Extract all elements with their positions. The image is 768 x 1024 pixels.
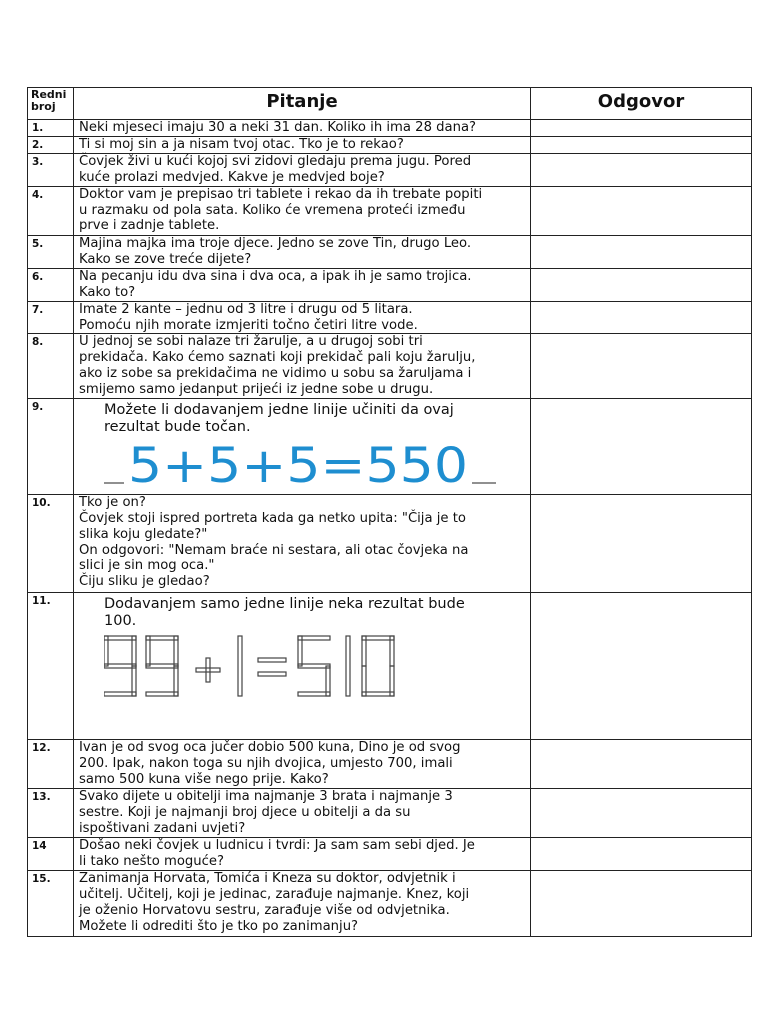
answer-cell[interactable] bbox=[531, 236, 752, 269]
question-line: rezultat bude točan. bbox=[104, 419, 251, 436]
matchstick-segment bbox=[298, 664, 330, 668]
question-line: Doktor vam je prepisao tri tablete i rekao da ih trebate popiti bbox=[79, 187, 483, 202]
answer-cell[interactable] bbox=[531, 593, 752, 740]
question-text bbox=[74, 154, 531, 187]
question-line: ako iz sobe sa prekidačima ne vidimo u sobu sa žaruljama i bbox=[79, 365, 472, 381]
matchstick-segment bbox=[104, 692, 136, 696]
question-line: Došao neki čovjek u ludnicu i tvrdi: Ja sam sam sebi djed. Je bbox=[79, 838, 475, 854]
matchstick-segment bbox=[196, 668, 220, 672]
question-text bbox=[74, 838, 531, 871]
row-number: 1. bbox=[28, 120, 74, 137]
header-answer: Odgovor bbox=[531, 88, 752, 120]
question-line: Kako to? bbox=[79, 284, 136, 300]
table-row bbox=[28, 154, 752, 187]
question-line: Imate 2 kante – jednu od 3 litre i drugu od 5 litara. bbox=[79, 302, 413, 317]
question-line: sestre. Koji je najmanji broj djece u obitelji a da su bbox=[79, 805, 411, 821]
question-line: Čovjek stoji ispred portreta kada ga netko upita: "Čija je to bbox=[79, 511, 466, 527]
matchstick-segment bbox=[298, 692, 330, 696]
matchstick-segment bbox=[206, 658, 210, 682]
answer-cell[interactable] bbox=[531, 399, 752, 495]
question-line: Čiju sliku je gledao? bbox=[79, 573, 210, 589]
answer-cell[interactable] bbox=[531, 154, 752, 187]
matchstick-segment bbox=[146, 664, 178, 668]
matchstick-segment bbox=[104, 664, 136, 668]
question-line: Majina majka ima troje djece. Jedno se zove Tin, drugo Leo. bbox=[79, 236, 472, 251]
matchstick-segment bbox=[346, 636, 350, 696]
row-number: 8. bbox=[28, 334, 74, 399]
row-number: 4. bbox=[28, 187, 74, 236]
row-number: 5. bbox=[28, 236, 74, 269]
table-row bbox=[28, 302, 752, 334]
matchstick-segment bbox=[104, 636, 136, 640]
question-line: Ti si moj sin a ja nisam tvoj otac. Tko je to rekao? bbox=[79, 137, 404, 152]
table-row bbox=[28, 871, 752, 937]
question-line: je oženio Horvatovu sestru, zarađuje više od odvjetnika. bbox=[79, 902, 450, 918]
question-line: prekidača. Kako ćemo saznati koji prekidač pali koju žarulju, bbox=[79, 350, 476, 366]
answer-cell[interactable] bbox=[531, 302, 752, 334]
header-number bbox=[28, 88, 74, 120]
question-line: 200. Ipak, nakon toga su njih dvojica, umjesto 700, imali bbox=[79, 756, 453, 772]
matchstick-segment bbox=[258, 672, 286, 676]
table-row bbox=[28, 236, 752, 269]
question-line: Neki mjeseci imaju 30 a neki 31 dan. Koliko ih ima 28 dana? bbox=[79, 120, 477, 135]
row-number: 3. bbox=[28, 154, 74, 187]
answer-cell[interactable] bbox=[531, 838, 752, 871]
table-row bbox=[28, 137, 752, 154]
question-line: On odgovori: "Nemam braće ni sestara, ali otac čovjeka na bbox=[79, 542, 469, 558]
question-text bbox=[74, 334, 531, 399]
question-line: Svako dijete u obitelji ima najmanje 3 brata i najmanje 3 bbox=[79, 789, 453, 805]
answer-cell[interactable] bbox=[531, 334, 752, 399]
answer-cell[interactable] bbox=[531, 269, 752, 302]
question-text bbox=[74, 137, 531, 154]
answer-cell[interactable] bbox=[531, 789, 752, 838]
row-number: 12. bbox=[28, 740, 74, 789]
question-line: Možete li dodavanjem jedne linije učiniti da ovaj bbox=[104, 402, 454, 419]
question-text bbox=[74, 399, 531, 495]
answer-cell[interactable] bbox=[531, 187, 752, 236]
question-text bbox=[74, 593, 531, 740]
question-line: Kako se zove treće dijete? bbox=[79, 251, 252, 267]
row-number: 11. bbox=[28, 593, 74, 740]
answer-cell[interactable] bbox=[531, 495, 752, 593]
question-line: Možete li odrediti što je tko po zanimanju? bbox=[79, 918, 359, 934]
row-number: 15. bbox=[28, 871, 74, 937]
question-text bbox=[74, 269, 531, 302]
question-line: smijemo samo jedanput prijeći iz jedne sobe u drugu. bbox=[79, 381, 434, 397]
question-line: u razmaku od pola sata. Koliko će vremena proteći između bbox=[79, 202, 466, 218]
table-row bbox=[28, 187, 752, 236]
question-line: Zanimanja Horvata, Tomića i Kneza su doktor, odvjetnik i bbox=[79, 871, 456, 887]
question-line: samo 500 kuna više nego prije. Kako? bbox=[79, 771, 329, 787]
answer-cell[interactable] bbox=[531, 740, 752, 789]
question-text bbox=[74, 187, 531, 236]
question-line: Pomoću njih morate izmjeriti točno četiri litre vode. bbox=[79, 317, 418, 333]
question-line: slici je sin mog oca." bbox=[79, 558, 215, 574]
header-question: Pitanje bbox=[74, 88, 531, 120]
question-line: prve i zadnje tablete. bbox=[79, 218, 220, 234]
answer-cell[interactable] bbox=[531, 137, 752, 154]
question-line: 100. bbox=[104, 613, 137, 630]
question-line: Čovjek živi u kući kojoj svi zidovi gledaju prema jugu. Pored bbox=[79, 154, 472, 169]
row-number: 10. bbox=[28, 495, 74, 593]
question-text bbox=[74, 740, 531, 789]
question-text bbox=[74, 302, 531, 334]
matchstick-equation bbox=[104, 630, 500, 708]
header-row bbox=[28, 88, 752, 120]
row-number: 14 bbox=[28, 838, 74, 871]
question-text bbox=[74, 236, 531, 269]
table-row bbox=[28, 789, 752, 838]
header-number-line1: Redni bbox=[31, 88, 67, 101]
matchstick-segment bbox=[362, 636, 394, 640]
answer-cell[interactable] bbox=[531, 120, 752, 137]
question-text bbox=[74, 120, 531, 137]
question-line: U jednoj se sobi nalaze tri žarulje, a u drugoj sobi tri bbox=[79, 334, 423, 350]
question-text bbox=[74, 789, 531, 838]
question-text bbox=[74, 495, 531, 593]
question-line: Dodavanjem samo jedne linije neka rezultat bude bbox=[104, 596, 465, 613]
question-line: učitelj. Učitelj, koji je jedinac, zarađuje najmanje. Knez, koji bbox=[79, 887, 470, 903]
quiz-table bbox=[27, 87, 752, 937]
table-row bbox=[28, 593, 752, 740]
table-row bbox=[28, 838, 752, 871]
table-row bbox=[28, 495, 752, 593]
answer-cell[interactable] bbox=[531, 871, 752, 937]
table-row bbox=[28, 334, 752, 399]
row-number: 13. bbox=[28, 789, 74, 838]
blue-equation bbox=[104, 436, 500, 494]
question-line: kuće prolazi medvjed. Kakve je medvjed boje? bbox=[79, 169, 385, 185]
question-line: slika koju gledate?" bbox=[79, 526, 208, 542]
matchstick-digits bbox=[104, 636, 394, 696]
row-number: 9. bbox=[28, 399, 74, 495]
matchstick-segment bbox=[258, 658, 286, 662]
table-row bbox=[28, 120, 752, 137]
row-number: 6. bbox=[28, 269, 74, 302]
row-number: 7. bbox=[28, 302, 74, 334]
question-line: ispoštivani zadani uvjeti? bbox=[79, 820, 246, 836]
matchstick-segment bbox=[362, 692, 394, 696]
table-row bbox=[28, 269, 752, 302]
table-row bbox=[28, 399, 752, 495]
matchstick-segment bbox=[146, 692, 178, 696]
row-number: 2. bbox=[28, 137, 74, 154]
question-line: Na pecanju idu dva sina i dva oca, a ipak ih je samo trojica. bbox=[79, 269, 472, 284]
question-line: Ivan je od svog oca jučer dobio 500 kuna, Dino je od svog bbox=[79, 740, 461, 756]
question-line: li tako nešto moguće? bbox=[79, 854, 224, 870]
matchstick-segment bbox=[298, 636, 330, 640]
table-row bbox=[28, 740, 752, 789]
matchstick-equation-graphic bbox=[104, 630, 504, 708]
blue-equation-graphic bbox=[104, 436, 504, 488]
blue-equation-text: 5+5+5=550 bbox=[128, 438, 469, 489]
header-number-line2: broj bbox=[31, 100, 56, 113]
question-line: Tko je on? bbox=[79, 495, 146, 511]
matchstick-segment bbox=[238, 636, 242, 696]
question-text bbox=[74, 871, 531, 937]
matchstick-segment bbox=[146, 636, 178, 640]
